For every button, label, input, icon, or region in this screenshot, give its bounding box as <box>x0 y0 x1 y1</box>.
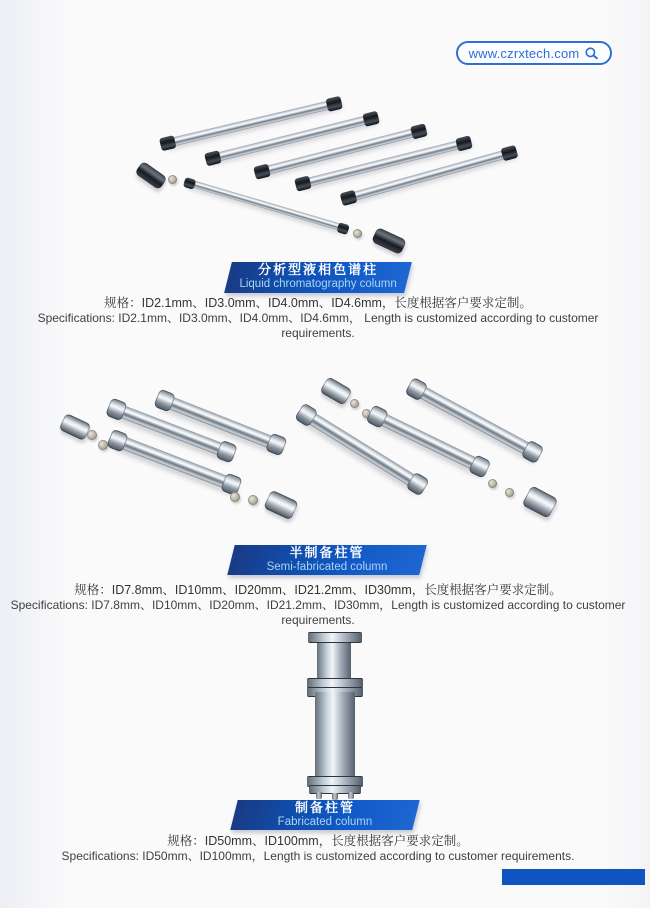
footer-accent-bar <box>502 869 645 885</box>
banner-title-cn: 分析型液相色谱柱 <box>257 262 378 278</box>
steel-column <box>298 407 426 493</box>
frit-disc <box>230 492 240 502</box>
photo-prep-column <box>296 626 374 801</box>
section-banner-analytical <box>224 262 412 293</box>
banner-title-cn: 半制备柱管 <box>289 544 365 560</box>
search-icon <box>584 46 599 61</box>
end-cap <box>371 227 407 255</box>
end-cap <box>134 161 167 190</box>
steel-column <box>206 113 377 164</box>
frit-disc <box>505 488 514 497</box>
frit-disc <box>248 495 258 505</box>
spec-line-cn: 规格：ID7.8mm、ID10mm、ID20mm、ID21.2mm、ID30mm，长度根据客户要求定制。 <box>74 583 562 597</box>
frit-disc <box>168 175 177 184</box>
spec-line-en: Specifications: ID50mm、ID100mm，Length is customized according to customer requirements. <box>61 849 575 863</box>
end-fitting <box>522 485 559 519</box>
frit-disc <box>350 399 359 408</box>
banner-title-en: Liquid chromatography column <box>239 278 397 291</box>
spec-line-cn: 规格：ID50mm、ID100mm，长度根据客户要求定制。 <box>167 834 469 848</box>
banner-title-cn: 制备柱管 <box>294 799 355 815</box>
end-fitting <box>263 490 299 521</box>
spec-line-en: Specifications: ID7.8mm、ID10mm、ID20mm、ID21.2mm、ID30mm，Length is customized according to customer requirements. <box>10 598 626 627</box>
photo-semiprep-columns <box>50 375 570 525</box>
column-body-upper <box>317 636 351 684</box>
website-url: www.czrxtech.com <box>468 45 580 61</box>
section-banner-semiprep <box>227 545 426 575</box>
spec-analytical <box>8 296 628 341</box>
photo-analytical-columns <box>120 85 550 260</box>
spec-line-cn: 规格：ID2.1mm、ID3.0mm、ID4.0mm、ID4.6mm，长度根据客户要求定制。 <box>104 296 532 310</box>
top-flange <box>308 632 362 643</box>
spec-line-en: Specifications: ID2.1mm、ID3.0mm、ID4.0mm、ID4.6mm， Length is customized according to customer requirements. <box>37 311 599 340</box>
steel-column <box>161 98 340 149</box>
column-body-lower <box>315 692 355 780</box>
frit-disc <box>488 479 497 488</box>
banner-title-en: Fabricated column <box>277 815 373 828</box>
flange-bolt <box>348 792 354 799</box>
end-fitting <box>319 376 352 406</box>
website-badge[interactable] <box>456 41 612 65</box>
spec-semiprep <box>8 583 628 628</box>
banner-title-en: Semi-fabricated column <box>266 560 388 573</box>
flange-bolt <box>332 793 338 800</box>
section-banner-prep <box>230 800 419 830</box>
steel-column <box>297 138 471 190</box>
steel-column <box>185 179 347 233</box>
spec-prep <box>8 834 628 864</box>
frit-disc <box>353 229 362 238</box>
flange-bolt <box>316 792 322 799</box>
frit-disc <box>98 440 108 450</box>
frit-disc <box>87 430 97 440</box>
